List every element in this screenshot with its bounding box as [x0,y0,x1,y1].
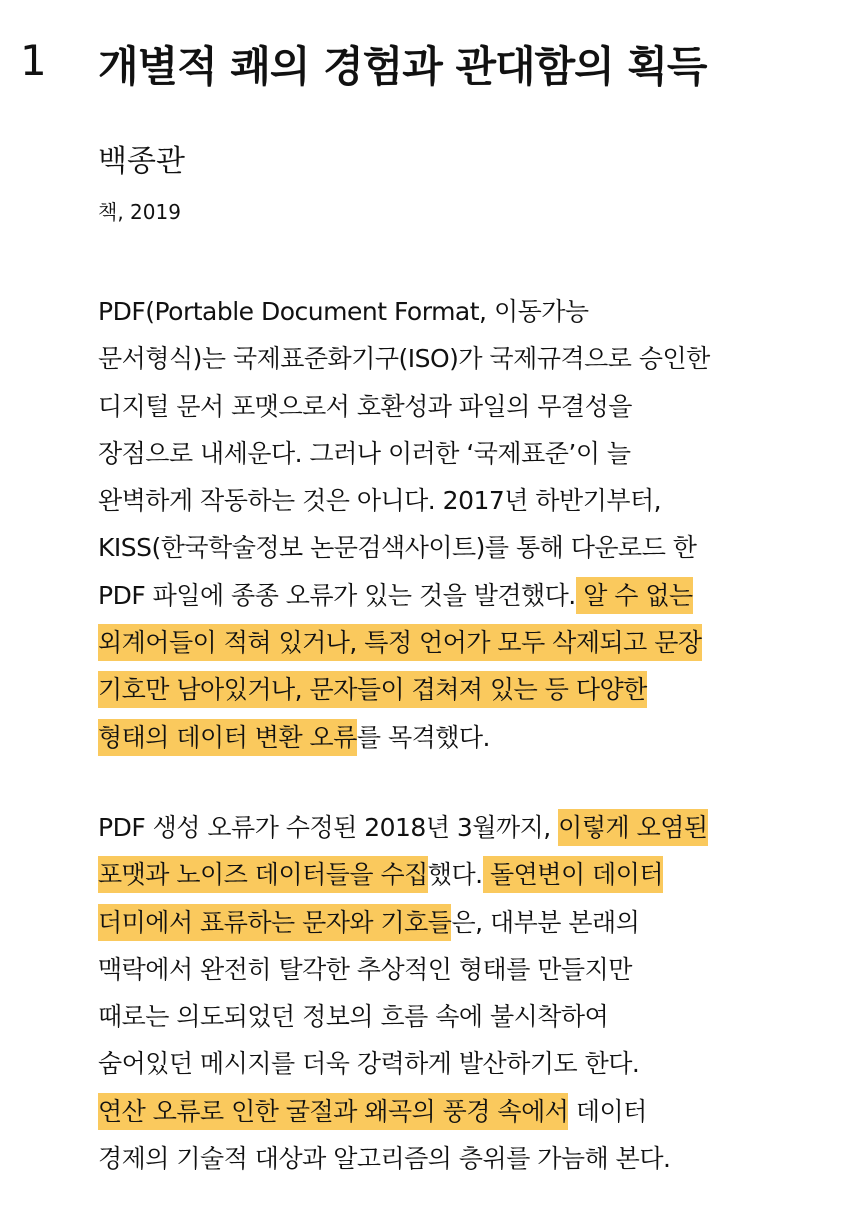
publication-meta: 책, 2019 [98,200,181,224]
text-line [98,804,708,851]
text-line [98,1088,708,1135]
text-segment: 데이터 [568,1096,647,1126]
text-line [98,1135,708,1182]
highlighted-text: 포맷과 노이즈 데이터들을 수집 [98,856,428,893]
text-segment: 은, 대부분 본래의 [451,907,640,937]
text-line [98,899,708,946]
text-segment: KISS(한국학술정보 논문검색사이트)를 통해 다운로드 한 [98,533,697,563]
highlighted-text: 돌연변이 데이터 [483,856,663,893]
paragraph-2 [98,804,708,1182]
text-line [98,619,710,666]
highlighted-text: 알 수 없는 [576,577,693,614]
text-line [98,383,710,430]
text-segment: 때로는 의도되었던 정보의 흐름 속에 불시착하여 [98,1002,609,1032]
author: 백종관 [98,144,185,179]
text-segment: 문서형식)는 국제표준화기구(ISO)가 국제규격으로 승인한 [98,344,710,374]
text-line [98,524,710,571]
text-segment: 를 목격했다. [356,722,490,752]
text-line [98,714,710,761]
highlighted-text: 더미에서 표류하는 문자와 기호들 [98,904,451,941]
highlighted-text: 기호만 남아있거나, 문자들이 겹쳐져 있는 등 다양한 [98,671,647,708]
text-segment: PDF 생성 오류가 수정된 2018년 3월까지, [98,813,559,842]
text-line [98,993,708,1040]
text-line [98,572,710,619]
entry-number: 1 [20,36,47,85]
text-segment: 맥락에서 완전히 탈각한 추상적인 형태를 만들지만 [98,954,632,984]
highlighted-text: 형태의 데이터 변환 오류 [98,719,357,756]
text-line [98,430,710,477]
text-line [98,1040,708,1087]
highlighted-text: 연산 오류로 인한 굴절과 왜곡의 풍경 속에서 [98,1093,568,1130]
text-segment: 경제의 기술적 대상과 알고리즘의 층위를 가늠해 본다. [98,1144,671,1174]
text-segment: 했다. [427,860,483,890]
highlighted-text: 이렇게 오염된 [558,809,707,846]
text-segment: 디지털 문서 포맷으로서 호환성과 파일의 무결성을 [98,391,632,421]
text-line [98,851,708,898]
text-segment: 장점으로 내세운다. 그러나 이러한 ‘국제표준’이 늘 [98,438,631,468]
text-line [98,477,710,524]
text-line [98,946,708,993]
text-line [98,666,710,713]
text-line [98,288,710,335]
highlighted-text: 외계어들이 적혀 있거나, 특정 언어가 모두 삭제되고 문장 [98,624,702,661]
text-segment: 완벽하게 작동하는 것은 아니다. 2017년 하반기부터, [98,486,662,516]
entry-title: 개별적 쾌의 경험과 관대함의 획득 [98,42,707,91]
text-line [98,335,710,382]
text-segment: PDF(Portable Document Format, 이동가능 [98,297,589,326]
text-segment: 숨어있던 메시지를 더욱 강력하게 발산하기도 한다. [98,1049,640,1079]
text-segment: PDF 파일에 종종 오류가 있는 것을 발견했다. [98,580,576,610]
paragraph-1 [98,288,710,761]
